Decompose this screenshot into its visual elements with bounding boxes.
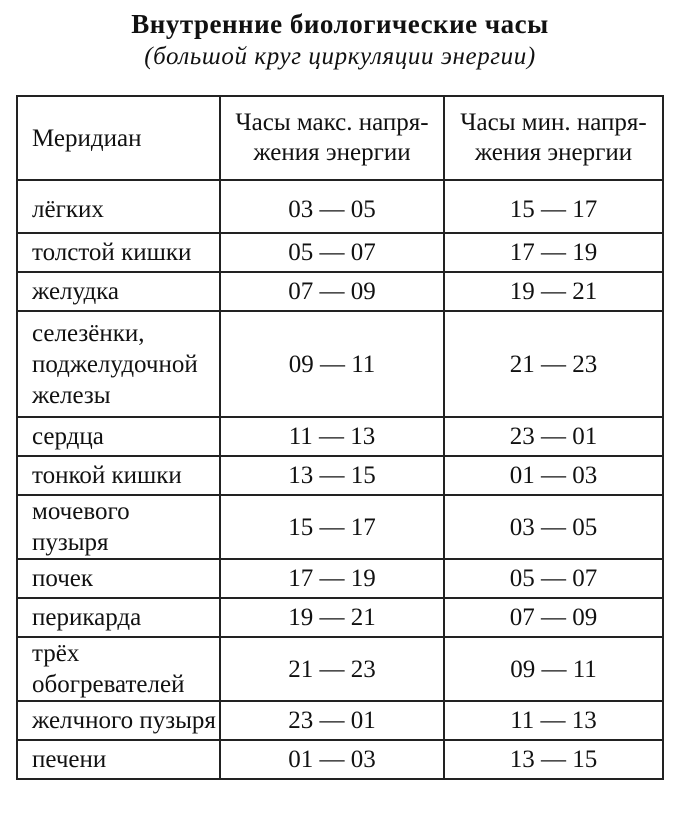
max-hours-cell: 01 — 03	[220, 740, 444, 779]
table-row	[17, 701, 663, 740]
min-hours-cell: 13 — 15	[444, 740, 663, 779]
table-row	[17, 180, 663, 233]
max-hours-cell: 19 — 21	[220, 598, 444, 637]
table-row	[17, 456, 663, 495]
meridian-name-cell	[17, 311, 220, 417]
table-row	[17, 233, 663, 272]
meridian-name-line: пузыря	[32, 529, 109, 556]
table-row	[17, 598, 663, 637]
meridian-name-cell	[17, 495, 220, 559]
meridian-name-line: перикарда	[32, 604, 142, 631]
min-hours-cell: 19 — 21	[444, 272, 663, 311]
header-min-line2: жения энергии	[474, 139, 633, 166]
header-max-hours	[220, 96, 444, 180]
table-body	[17, 180, 663, 779]
table-row	[17, 559, 663, 598]
meridian-name-cell	[17, 701, 220, 740]
meridian-name-cell	[17, 637, 220, 701]
meridian-name-line: мочевого	[32, 498, 130, 525]
min-hours-cell: 23 — 01	[444, 417, 663, 456]
meridian-name-line: обогревателей	[32, 671, 185, 698]
meridian-name-cell	[17, 456, 220, 495]
max-hours-cell: 23 — 01	[220, 701, 444, 740]
max-hours-cell: 13 — 15	[220, 456, 444, 495]
min-hours-cell: 21 — 23	[444, 311, 663, 417]
table-row	[17, 272, 663, 311]
min-hours-cell: 03 — 05	[444, 495, 663, 559]
max-hours-cell: 05 — 07	[220, 233, 444, 272]
header-min-line1: Часы мин. напря-	[460, 109, 647, 136]
header-meridian: Меридиан	[17, 96, 220, 180]
min-hours-cell: 15 — 17	[444, 180, 663, 233]
table-row	[17, 417, 663, 456]
meridian-name-line: желудка	[32, 278, 120, 305]
min-hours-cell: 01 — 03	[444, 456, 663, 495]
header-max-line2: жения энергии	[253, 139, 411, 166]
meridian-name-cell	[17, 740, 220, 779]
min-hours-cell: 07 — 09	[444, 598, 663, 637]
meridian-name-line: селезёнки,	[32, 319, 145, 347]
meridian-table	[16, 95, 664, 780]
min-hours-cell: 09 — 11	[444, 637, 663, 701]
table-row	[17, 495, 663, 559]
max-hours-cell: 21 — 23	[220, 637, 444, 701]
min-hours-cell: 17 — 19	[444, 233, 663, 272]
meridian-name-line: лёгких	[32, 196, 104, 223]
header-max-line1: Часы макс. напря-	[235, 109, 429, 136]
max-hours-cell: 03 — 05	[220, 180, 444, 233]
min-hours-cell: 11 — 13	[444, 701, 663, 740]
table-header-row	[17, 96, 663, 180]
meridian-name-line: желчного пузыря	[32, 707, 216, 734]
meridian-name-line: поджелудочной	[32, 350, 198, 378]
max-hours-cell: 09 — 11	[220, 311, 444, 417]
header-min-hours	[444, 96, 663, 180]
max-hours-cell: 15 — 17	[220, 495, 444, 559]
meridian-name-cell	[17, 417, 220, 456]
page-subtitle: (большой круг циркуляции энергии)	[144, 43, 536, 70]
max-hours-cell: 07 — 09	[220, 272, 444, 311]
meridian-name-line: печени	[32, 746, 107, 773]
meridian-name-line: тонкой кишки	[32, 462, 182, 489]
meridian-name-cell	[17, 272, 220, 311]
min-hours-cell: 05 — 07	[444, 559, 663, 598]
max-hours-cell: 11 — 13	[220, 417, 444, 456]
table-row	[17, 311, 663, 417]
meridian-name-line: железы	[32, 381, 111, 409]
meridian-name-line: трёх	[32, 640, 80, 667]
table-row	[17, 740, 663, 779]
meridian-name-line: сердца	[32, 423, 104, 450]
meridian-name-cell	[17, 180, 220, 233]
page-title: Внутренние биологические часы	[131, 9, 549, 39]
meridian-name-cell	[17, 598, 220, 637]
meridian-name-line: толстой кишки	[32, 239, 192, 266]
meridian-name-cell	[17, 559, 220, 598]
meridian-name-cell	[17, 233, 220, 272]
max-hours-cell: 17 — 19	[220, 559, 444, 598]
meridian-name-line: почек	[32, 565, 94, 592]
table-row	[17, 637, 663, 701]
